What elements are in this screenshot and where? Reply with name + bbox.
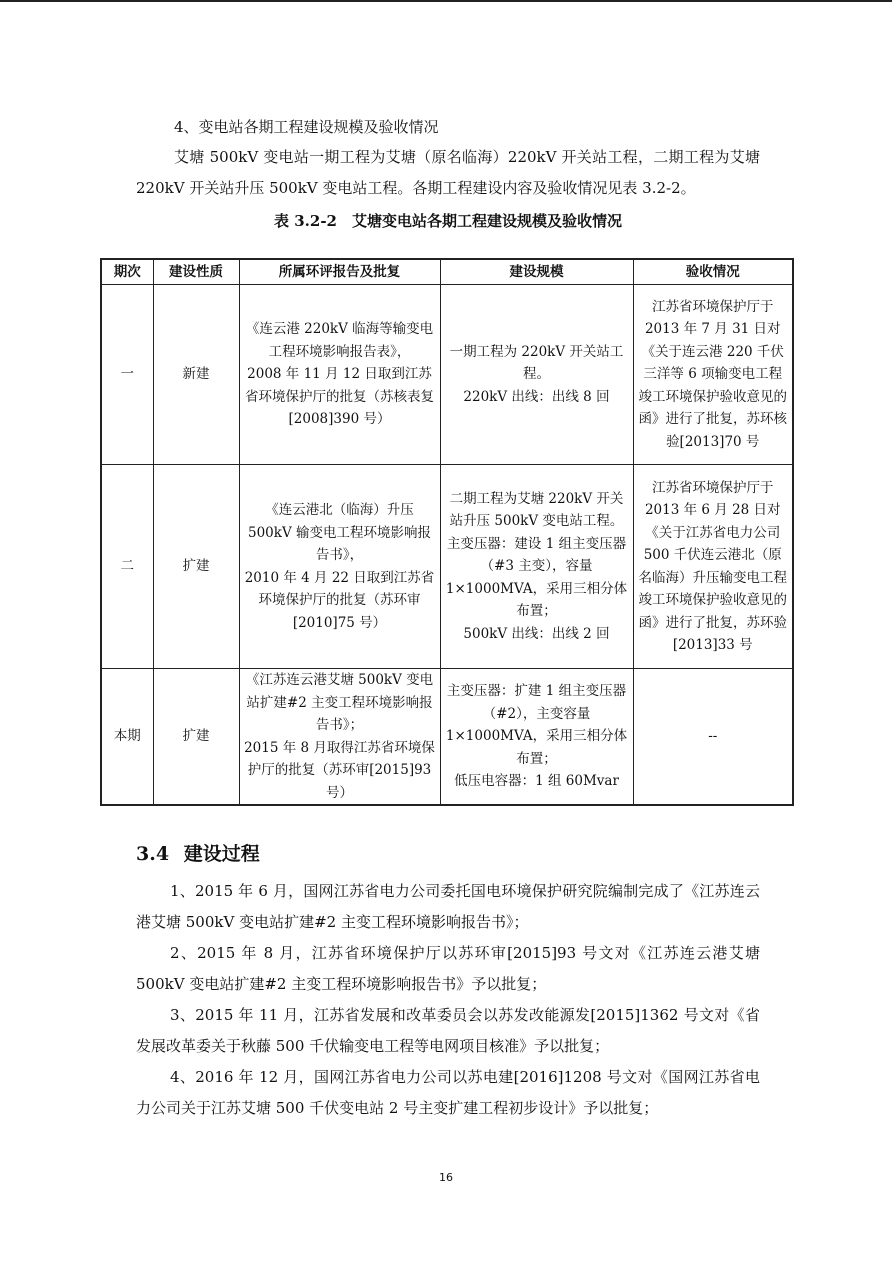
header-scale: 建设规模 <box>440 259 633 285</box>
acceptance-cell: -- <box>633 669 793 806</box>
scale-line: 主变压器：扩建 1 组主变压器（#2），主变容量 1×1000MVA，采用三相分体布置； <box>445 683 628 767</box>
eia-cell <box>239 669 440 806</box>
scale-cell <box>440 465 633 669</box>
scale-cell <box>440 669 633 806</box>
process-item: 3、2015 年 11 月，江苏省发展和改革委员会以苏发改能源发[2015]1362 号文对《省发展改革委关于秋藤 500 千伏输变电工程等电网项目核准》予以批复； <box>136 1006 760 1055</box>
header-eia: 所属环评报告及批复 <box>239 259 440 285</box>
section-number: 3.4 <box>136 843 170 865</box>
process-item: 4、2016 年 12 月，国网江苏省电力公司以苏电建[2016]1208 号文对《国网江苏省电力公司关于江苏艾塘 500 千伏变电站 2 号主变扩建工程初步设计》予以批复； <box>136 1068 760 1117</box>
process-item: 1、2015 年 6 月，国网江苏省电力公司委托国电环境保护研究院编制完成了《江苏连云港艾塘 500kV 变电站扩建#2 主变工程环境影响报告书》； <box>136 882 760 931</box>
eia-line: 2010 年 4 月 22 日取到江苏省环境保护厅的批复（苏环审[2010]75 号） <box>244 569 435 631</box>
eia-cell <box>239 465 440 669</box>
phase-cell: 二 <box>101 465 153 669</box>
nature-cell: 新建 <box>153 285 239 465</box>
nature-cell: 扩建 <box>153 669 239 806</box>
eia-line: 2015 年 8 月取得江苏省环境保护厅的批复（苏环审[2015]93 号） <box>244 739 435 801</box>
section-title-text: 建设过程 <box>183 843 260 865</box>
table-header-row <box>101 259 793 285</box>
scale-cell <box>440 285 633 465</box>
eia-line: 《连云港北（临海）升压 500kV 输变电工程环境影响报告书》， <box>248 502 431 563</box>
table-row <box>101 465 793 669</box>
section-title <box>136 839 260 866</box>
acceptance-cell: 江苏省环境保护厅于 2013 年 7 月 31 日对《关于连云港 220 千伏三洋等 6 项输变电工程竣工环境保护验收意见的函》进行了批复，苏环核验[2013]70 号 <box>633 285 793 465</box>
phase-cell: 本期 <box>101 669 153 806</box>
page-number: 16 <box>439 1171 453 1184</box>
header-acceptance: 验收情况 <box>633 259 793 285</box>
acceptance-cell: 江苏省环境保护厅于 2013 年 6 月 28 日对《关于江苏省电力公司 500 千伏连云港北（原名临海）升压输变电工程竣工环境保护验收意见的函》进行了批复，苏环验[2013]33 号 <box>633 465 793 669</box>
top-rule <box>0 0 892 2</box>
table-caption: 表 3.2-2 艾塘变电站各期工程建设规模及验收情况 <box>274 212 622 230</box>
scale-line: 二期工程为艾塘 220kV 开关站升压 500kV 变电站工程。 <box>449 490 624 530</box>
header-nature: 建设性质 <box>153 259 239 285</box>
intro-block <box>136 112 760 234</box>
subsection-heading: 4、变电站各期工程建设规模及验收情况 <box>174 118 439 136</box>
table-row <box>101 669 793 806</box>
intro-paragraph: 艾塘 500kV 变电站一期工程为艾塘（原名临海）220kV 开关站工程，二期工程为艾塘 220kV 开关站升压 500kV 变电站工程。各期工程建设内容及验收情况见表 3.2-2。 <box>136 148 760 197</box>
scale-line: 主变压器：建设 1 组主变压器（#3 主变），容量 1×1000MVA，采用三相分体布置； <box>445 535 628 620</box>
scale-line: 220kV 出线：出线 8 回 <box>463 388 610 405</box>
scale-line: 低压电容器：1 组 60Mvar <box>454 773 619 790</box>
header-phase: 期次 <box>101 259 153 285</box>
table-row <box>101 285 793 465</box>
eia-line: 《连云港 220kV 临海等输变电工程环境影响报告表》， <box>245 321 434 360</box>
eia-line: 2008 年 11 月 12 日取到江苏省环境保护厅的批复（苏核表复[2008]390 号） <box>245 366 434 428</box>
nature-cell: 扩建 <box>153 465 239 669</box>
phase-cell: 一 <box>101 285 153 465</box>
construction-scale-table <box>100 258 794 806</box>
eia-line: 《江苏连云港艾塘 500kV 变电站扩建#2 主变工程环境影响报告书》； <box>245 672 434 733</box>
scale-line: 500kV 出线：出线 2 回 <box>463 625 610 642</box>
construction-process <box>136 876 760 1124</box>
scale-line: 一期工程为 220kV 开关站工程。 <box>449 343 624 383</box>
eia-cell <box>239 285 440 465</box>
process-item: 2、2015 年 8 月，江苏省环境保护厅以苏环审[2015]93 号文对《江苏连云港艾塘 500kV 变电站扩建#2 主变工程环境影响报告书》予以批复； <box>136 944 760 993</box>
